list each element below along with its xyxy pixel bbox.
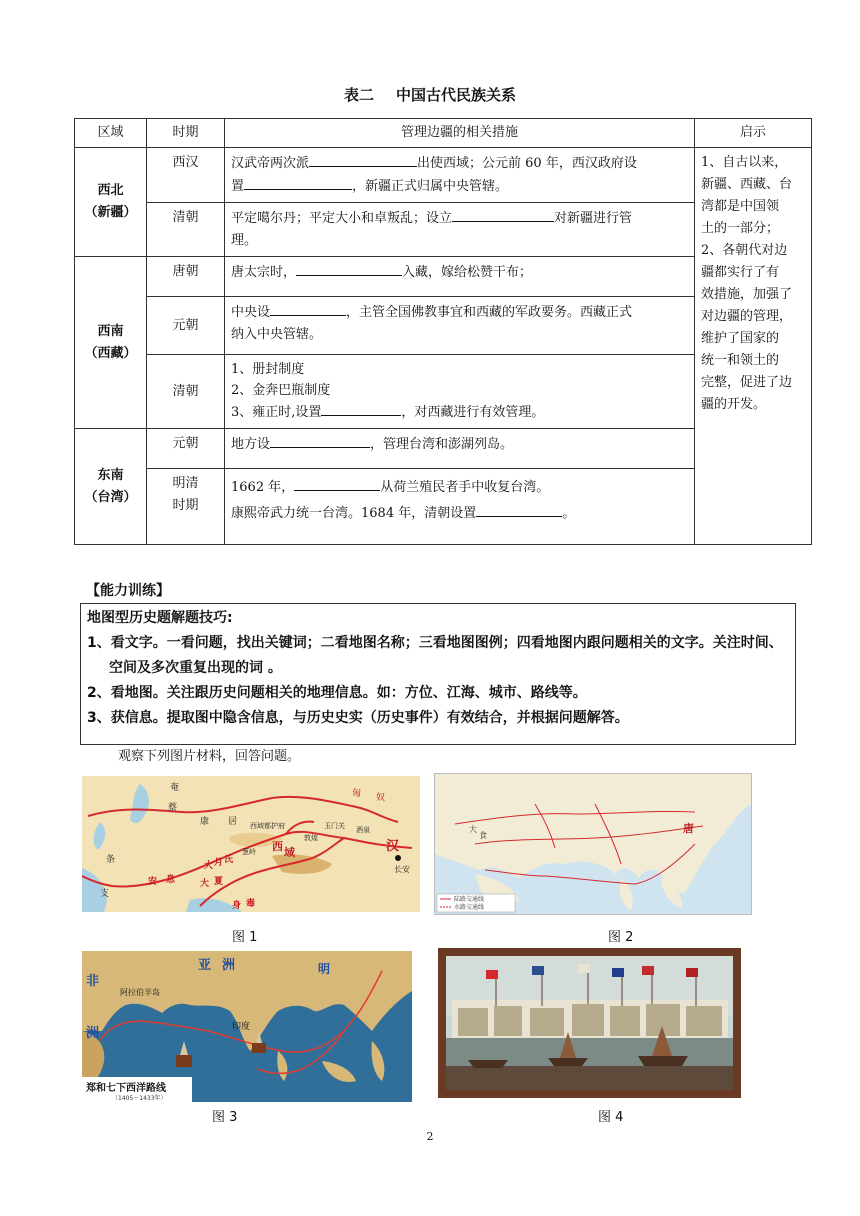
fill-blank[interactable]: [296, 261, 402, 276]
period-cell: 元朝: [147, 297, 225, 355]
fill-blank[interactable]: [244, 175, 352, 190]
text: ，对西藏进行有效管理。: [401, 405, 545, 420]
header-insight: 启示: [695, 119, 812, 148]
figure-1-caption: 图 1: [232, 930, 258, 945]
table-title-prefix: 表二: [343, 86, 374, 104]
figure-3-zheng-he-map: [82, 951, 412, 1102]
insight-line: 维护了国家的: [701, 331, 780, 346]
map-label: 洲: [86, 1026, 100, 1041]
map-label: 康: [200, 817, 210, 827]
map-label: 阿拉伯半岛: [120, 988, 160, 997]
region-sub: （台湾）: [84, 489, 137, 505]
insight-line: 土的一部分；: [701, 221, 780, 236]
legend-land-route: 陆路交通线: [454, 896, 485, 903]
figure-4-caption: 图 4: [598, 1110, 624, 1125]
zheng-he-map-svg: [82, 951, 412, 1102]
map-label: 大: [469, 825, 477, 834]
section-heading: 【能力训练】: [86, 583, 170, 599]
legend-sea-route: 水路交通线: [454, 904, 485, 911]
map-label: 大: [204, 861, 214, 871]
table-title-text: 中国古代民族关系: [396, 86, 517, 104]
table-header-row: [75, 119, 812, 148]
region-southwest: [75, 257, 147, 429]
region-sub: （新疆）: [84, 205, 137, 220]
map-label: 月: [214, 858, 224, 868]
map-label: 非: [86, 974, 100, 989]
header-period: 时期: [147, 119, 225, 148]
text: 置: [231, 179, 245, 194]
map-label: 条: [106, 855, 116, 865]
measures-cell: [225, 297, 695, 355]
fill-blank[interactable]: [270, 433, 370, 448]
fill-blank[interactable]: [452, 207, 554, 222]
insight-line: 新疆、西藏、台: [701, 177, 793, 192]
measures-cell: [225, 148, 695, 203]
map-label: 奴: [376, 793, 386, 803]
insight-line: 对边疆的管理，: [701, 309, 793, 324]
text: 纳入中央管辖。: [231, 327, 323, 342]
map-label: 西: [272, 840, 283, 853]
text: 唐太宗时，: [231, 265, 297, 280]
region-name: 东南: [97, 467, 124, 483]
region-name: 西北: [97, 183, 124, 198]
map-label: 域: [284, 846, 295, 859]
figure-1-silk-road-map: [82, 776, 420, 912]
map-label: 酒泉: [356, 826, 370, 834]
fill-blank[interactable]: [294, 476, 380, 491]
period-cell: 清朝: [147, 355, 225, 429]
insight-line: 疆的开发。: [701, 397, 767, 412]
tip-item: 2、看地图。关注跟历史问题相关的地理信息。如：方位、江海、城市、路线等。: [87, 685, 587, 701]
period-line: 明清: [172, 476, 199, 491]
text: 3、雍正时,设置: [231, 405, 322, 420]
region-sub: （西藏）: [84, 345, 137, 361]
insight-line: 统一和领土的: [701, 353, 780, 368]
map-label: 食: [479, 831, 487, 840]
fill-blank[interactable]: [476, 502, 562, 517]
fill-blank[interactable]: [309, 152, 417, 167]
tip-item: 1、看文字。一看问题，找出关键词；二看地图名称；三看地图图例；四看地图内跟问题相关的文字。关注时间、空间及多次重复出现的词 。: [87, 635, 783, 676]
figure-3-caption: 图 3: [212, 1110, 238, 1125]
ethnic-relations-table: [74, 118, 812, 545]
map-label: 居: [228, 817, 238, 827]
fill-blank[interactable]: [321, 401, 401, 416]
insight-line: 2、各朝代对边: [701, 243, 788, 258]
text: ，新疆正式归属中央管辖。: [352, 179, 509, 194]
silk-road-map-svg: [82, 776, 420, 912]
insight-line: 湾都是中国领: [701, 199, 780, 214]
text: 理。: [231, 233, 258, 248]
map-label: 大: [200, 879, 210, 889]
figure-2-caption: 图 2: [608, 930, 634, 945]
map-label: 汉: [386, 839, 400, 854]
text: 2、金奔巴瓶制度: [231, 383, 331, 398]
measures-cell: [225, 469, 695, 545]
region-name: 西南: [97, 323, 124, 339]
tang-routes-map-svg: [435, 774, 751, 914]
map-title: 郑和七下西洋路线: [86, 1083, 166, 1094]
map-label: 明: [318, 962, 331, 976]
text: 汉武帝两次派: [231, 156, 310, 171]
map-label: 匈: [352, 789, 362, 799]
figure-2-tang-routes-map: [434, 773, 752, 915]
map-label: 洲: [222, 958, 236, 973]
text: 出使西域；公元前 60 年，西汉政府设: [417, 156, 637, 171]
text: ，主管全国佛教事宜和西藏的军政要务。西藏正式: [346, 305, 633, 320]
text: 入藏，嫁给松赞干布；: [402, 265, 533, 280]
tips-box: [80, 603, 796, 745]
text: 对新疆进行管: [554, 211, 633, 226]
map-label: 长安: [394, 865, 410, 874]
insight-line: 效措施，加强了: [701, 287, 793, 302]
region-southeast: [75, 429, 147, 545]
map-label: 安: [148, 877, 158, 887]
map-label: 敦煌: [304, 834, 318, 842]
canton-painting-svg: [438, 948, 741, 1098]
measures-cell: [225, 355, 695, 429]
text: 。: [562, 506, 576, 521]
text: 地方设: [231, 437, 271, 452]
map-label: 毒: [246, 899, 256, 909]
map-label: 蔡: [168, 803, 178, 813]
region-northwest: [75, 148, 147, 257]
period-cell: [147, 469, 225, 545]
observe-instruction: 观察下列图片材料，回答问题。: [118, 749, 301, 764]
table-title: [0, 84, 860, 105]
insight-line: 疆都实行了有: [701, 265, 780, 280]
text: 1、册封制度: [231, 362, 305, 377]
period-cell: 元朝: [147, 429, 225, 469]
measures-cell: [225, 203, 695, 257]
text: 1662 年，: [231, 480, 295, 495]
map-label: 唐: [683, 822, 694, 835]
tip-item: 3、获信息。提取图中隐含信息，与历史史实（历史事件）有效结合，并根据问题解答。: [87, 710, 629, 726]
text: 平定噶尔丹；平定大小和卓叛乱；设立: [231, 211, 453, 226]
map-label: 西域都护府: [250, 822, 285, 830]
header-measures: 管理边疆的相关措施: [225, 119, 695, 148]
period-cell: 清朝: [147, 203, 225, 257]
measures-cell: [225, 429, 695, 469]
header-region: 区域: [75, 119, 147, 148]
fill-blank[interactable]: [270, 301, 346, 316]
insight-line: 完整，促进了边: [701, 375, 793, 390]
map-subtitle: （1405～1433年）: [112, 1095, 167, 1102]
period-cell: 西汉: [147, 148, 225, 203]
insight-line: 1、自古以来，: [701, 155, 788, 170]
text: 中央设: [231, 305, 271, 320]
period-line: 时期: [172, 498, 199, 513]
period-cell: 唐朝: [147, 257, 225, 297]
map-label: 夏: [214, 877, 224, 887]
text: 康熙帝武力统一台湾。1684 年，清朝设置: [231, 506, 477, 521]
map-label: 葱岭: [242, 848, 256, 856]
map-label: 玉门关: [324, 822, 345, 830]
tips-title: 地图型历史题解题技巧:: [87, 610, 233, 626]
map-label: 息: [166, 875, 176, 885]
map-label: 奄: [170, 783, 180, 793]
text: ，管理台湾和澎湖列岛。: [370, 437, 514, 452]
page-number: 2: [426, 1130, 434, 1143]
map-label: 亚: [198, 958, 212, 973]
map-label: 氏: [224, 855, 234, 865]
map-label: 支: [100, 889, 110, 899]
map-label: 身: [232, 901, 242, 911]
table-row: [75, 148, 812, 203]
insight-cell: [695, 148, 812, 545]
map-label: 印度: [232, 1022, 251, 1032]
figure-4-canton-painting: [438, 948, 741, 1098]
text: 从荷兰殖民者手中收复台湾。: [380, 480, 550, 495]
measures-cell: [225, 257, 695, 297]
